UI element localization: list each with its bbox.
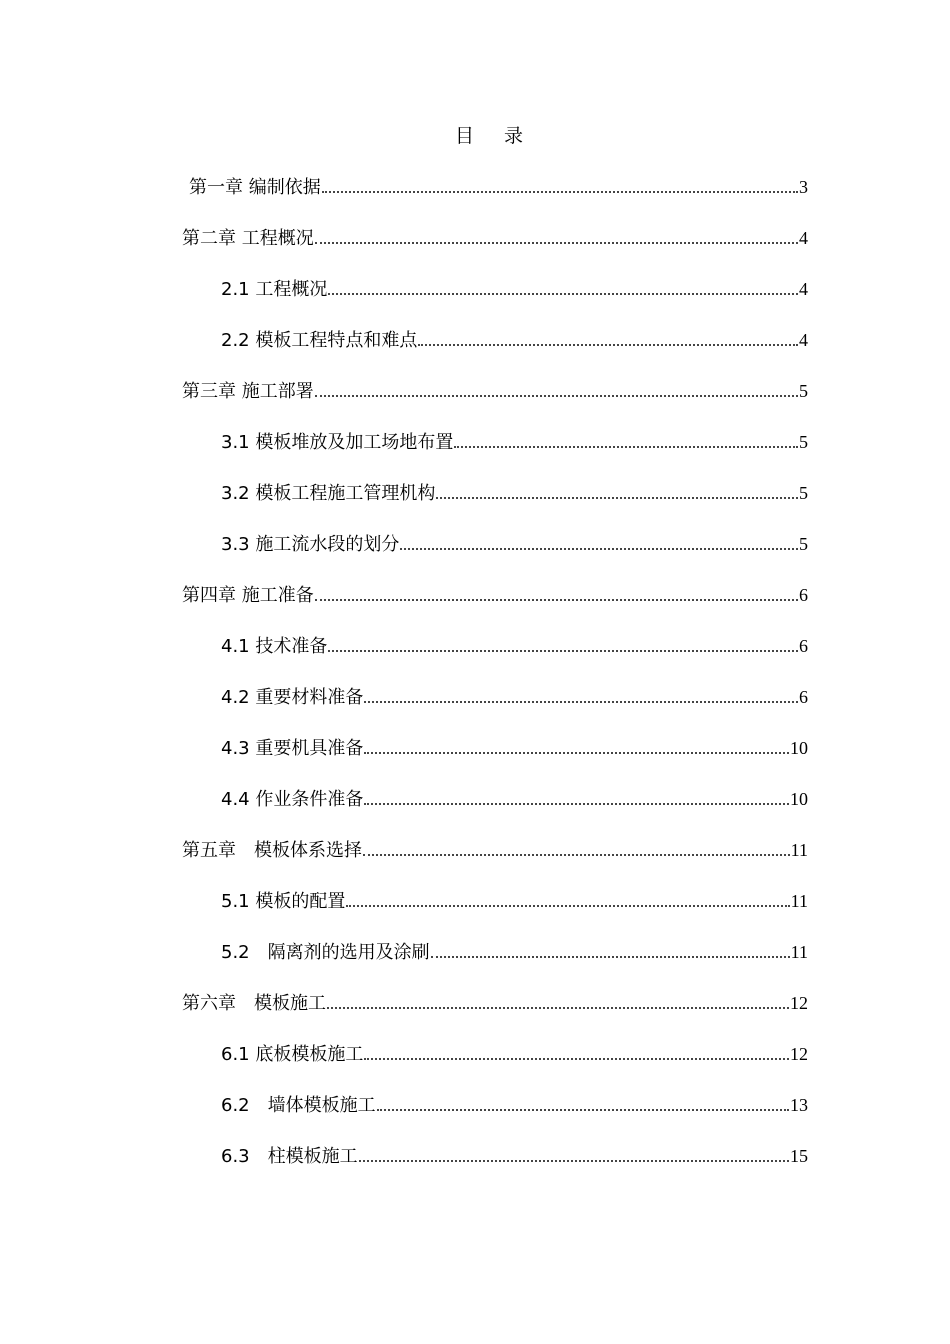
table-of-contents — [182, 175, 808, 1195]
toc-entry-section-2-1[interactable] — [182, 277, 808, 328]
toc-entry-page-number: 4 — [799, 330, 808, 350]
toc-entry-label: 4.3 重要机具准备 — [221, 738, 364, 759]
toc-entry-section-4-3[interactable] — [182, 736, 808, 787]
toc-entry-chapter-1[interactable] — [182, 175, 808, 226]
toc-entry-label: 5.1 模板的配置 — [221, 891, 346, 912]
toc-entry-page-number: 5 — [799, 534, 808, 554]
toc-dot-leader — [431, 941, 790, 958]
toc-entry-page-number: 13 — [790, 1095, 808, 1115]
toc-entry-page-number: 5 — [799, 483, 808, 503]
toc-entry-page-number: 4 — [799, 228, 808, 248]
toc-dot-leader — [328, 635, 798, 652]
toc-dot-leader — [364, 788, 789, 805]
toc-entry-page-number: 11 — [790, 942, 808, 962]
toc-dot-leader — [364, 737, 789, 754]
toc-entry-section-4-1[interactable] — [182, 634, 808, 685]
toc-entry-label: 第二章 工程概况 — [182, 228, 314, 249]
toc-entry-section-2-2[interactable] — [182, 328, 808, 379]
toc-entry-page-number: 15 — [790, 1146, 808, 1166]
toc-entry-section-6-1[interactable] — [182, 1042, 808, 1093]
toc-entry-label: 2.2 模板工程特点和难点 — [221, 330, 418, 351]
toc-entry-label: 第三章 施工部署 — [182, 381, 314, 402]
toc-entry-label: 6.1 底板模板施工 — [221, 1044, 364, 1065]
toc-entry-page-number: 6 — [799, 687, 808, 707]
toc-entry-chapter-4[interactable] — [182, 583, 808, 634]
toc-title: 目 录 — [454, 125, 536, 147]
toc-entry-section-6-3[interactable] — [182, 1144, 808, 1195]
toc-dot-leader — [454, 431, 798, 448]
toc-entry-section-5-1[interactable] — [182, 889, 808, 940]
toc-entry-chapter-6[interactable] — [182, 991, 808, 1042]
toc-dot-leader — [418, 329, 798, 346]
toc-entry-label: 3.3 施工流水段的划分 — [221, 534, 400, 555]
toc-entry-page-number: 12 — [790, 993, 808, 1013]
toc-dot-leader — [363, 839, 790, 856]
toc-entry-label: 第四章 施工准备 — [182, 585, 314, 606]
toc-entry-section-5-2[interactable] — [182, 940, 808, 991]
toc-dot-leader — [359, 1145, 789, 1162]
toc-entry-label: 5.2 隔离剂的选用及涂刷 — [221, 942, 430, 963]
toc-entry-label: 6.2 墙体模板施工 — [221, 1095, 376, 1116]
toc-entry-section-3-1[interactable] — [182, 430, 808, 481]
toc-entry-label: 2.1 工程概况 — [221, 279, 328, 300]
toc-entry-chapter-2[interactable] — [182, 226, 808, 277]
toc-dot-leader — [322, 176, 798, 193]
toc-entry-label: 3.2 模板工程施工管理机构 — [221, 483, 436, 504]
toc-dot-leader — [315, 380, 798, 397]
toc-dot-leader — [400, 533, 798, 550]
toc-entry-page-number: 6 — [799, 636, 808, 656]
toc-entry-page-number: 5 — [799, 432, 808, 452]
toc-dot-leader — [327, 992, 789, 1009]
toc-entry-page-number: 3 — [799, 177, 808, 197]
toc-entry-label: 第六章 模板施工 — [182, 993, 326, 1014]
toc-dot-leader — [315, 584, 798, 601]
toc-entry-label: 4.2 重要材料准备 — [221, 687, 364, 708]
toc-entry-label: 第一章 编制依据 — [189, 177, 321, 198]
toc-dot-leader — [364, 1043, 789, 1060]
toc-entry-page-number: 10 — [790, 738, 808, 758]
toc-entry-label: 3.1 模板堆放及加工场地布置 — [221, 432, 454, 453]
toc-entry-page-number: 10 — [790, 789, 808, 809]
toc-dot-leader — [436, 482, 798, 499]
toc-entry-page-number: 4 — [799, 279, 808, 299]
toc-dot-leader — [377, 1094, 789, 1111]
toc-entry-section-4-2[interactable] — [182, 685, 808, 736]
toc-entry-chapter-3[interactable] — [182, 379, 808, 430]
toc-entry-page-number: 11 — [790, 891, 808, 911]
toc-entry-label: 第五章 模板体系选择 — [182, 840, 362, 861]
toc-entry-page-number: 12 — [790, 1044, 808, 1064]
toc-entry-section-6-2[interactable] — [182, 1093, 808, 1144]
toc-entry-section-4-4[interactable] — [182, 787, 808, 838]
toc-entry-page-number: 11 — [790, 840, 808, 860]
toc-entry-label: 6.3 柱模板施工 — [221, 1146, 358, 1167]
toc-entry-label: 4.4 作业条件准备 — [221, 789, 364, 810]
toc-dot-leader — [328, 278, 798, 295]
toc-entry-page-number: 5 — [799, 381, 808, 401]
toc-entry-section-3-3[interactable] — [182, 532, 808, 583]
toc-entry-page-number: 6 — [799, 585, 808, 605]
toc-dot-leader — [364, 686, 798, 703]
toc-entry-section-3-2[interactable] — [182, 481, 808, 532]
toc-dot-leader — [346, 890, 789, 907]
toc-entry-chapter-5[interactable] — [182, 838, 808, 889]
toc-entry-label: 4.1 技术准备 — [221, 636, 328, 657]
toc-dot-leader — [315, 227, 798, 244]
